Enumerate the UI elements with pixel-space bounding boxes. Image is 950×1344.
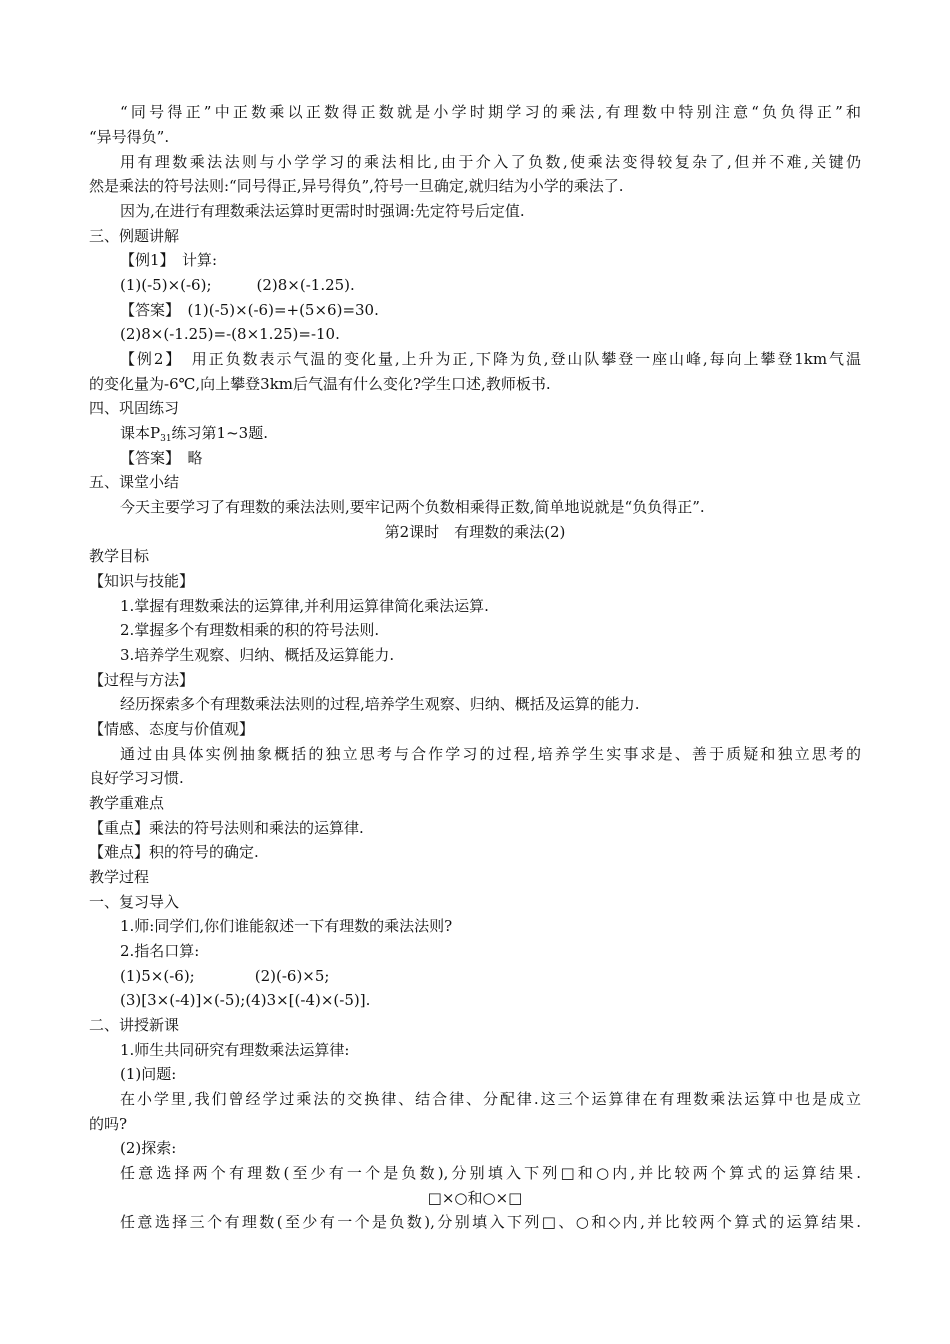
paragraph-line: 因为,在进行有理数乘法运算时更需时时强调:先定符号后定值.: [120, 202, 525, 220]
list-item: (1)问题:: [120, 1065, 177, 1083]
list-item: 1.掌握有理数乘法的运算律,并利用运算律简化乘法运算.: [120, 597, 489, 615]
list-item: 1.师生共同研究有理数乘法运算律:: [120, 1041, 350, 1059]
list-item: 2.掌握多个有理数相乘的积的符号法则.: [120, 621, 380, 639]
math-line: (2)8×(-1.25)=-(8×1.25)=-10.: [120, 325, 340, 343]
list-item: (2)探索:: [120, 1139, 177, 1157]
section-heading: 一、复习导入: [89, 893, 180, 911]
paragraph-line: 任意选择三个有理数(至少有一个是负数),分别填入下列□、○和◇内,并比较两个算式的运算结果.: [120, 1213, 861, 1231]
paragraph-line: 今天主要学习了有理数的乘法法则,要牢记两个负数相乘得正数,简单地说就是“负负得正”.: [120, 498, 705, 516]
formula-line: □×○和○×□: [427, 1189, 523, 1207]
text-span: 乘法的符号法则和乘法的运算律.: [149, 819, 364, 837]
label-tag: 【重点】: [89, 819, 150, 837]
paragraph-line: 的吗?: [89, 1115, 128, 1133]
answer-line: 【答案】 略: [120, 449, 203, 467]
label-tag: 【难点】: [89, 843, 150, 861]
sub-heading: 【情感、态度与价值观】: [89, 720, 255, 738]
answer-line: 【答案】 (1)(-5)×(-6)=+(5×6)=30.: [120, 301, 379, 319]
example-heading: 【例1】 计算:: [120, 251, 218, 269]
list-item: 3.培养学生观察、归纳、概括及运算能力.: [120, 646, 395, 664]
key-point-line: [89, 816, 364, 840]
paragraph-line: 通过由具体实例抽象概括的独立思考与合作学习的过程,培养学生实事求是、善于质疑和独立思考的: [120, 745, 861, 763]
paragraph-line: “同号得正”中正数乘以正数得正数就是小学时期学习的乘法,有理数中特别注意“负负得正”和: [120, 103, 861, 121]
paragraph-line: 的变化量为-6℃,向上攀登3km后气温有什么变化?学生口述,教师板书.: [89, 375, 551, 393]
section-heading: 教学重难点: [89, 794, 165, 812]
subscript-page-number: 31: [160, 434, 172, 444]
list-item: 2.指名口算:: [120, 942, 200, 960]
paragraph-line: 良好学习习惯.: [89, 769, 184, 787]
section-heading: 四、巩固练习: [89, 399, 180, 417]
example-heading: 【例2】 用正负数表示气温的变化量,上升为正,下降为负,登山队攀登一座山峰,每向上攀登1km气温: [120, 350, 861, 368]
text-span: 课本P: [120, 424, 161, 442]
lesson-title: 第2课时 有理数的乘法(2): [384, 523, 566, 541]
paragraph-line: 然是乘法的符号法则:“同号得正,异号得负”,符号一旦确定,就归结为小学的乘法了.: [89, 177, 624, 195]
text-span: 积的符号的确定.: [149, 843, 259, 861]
paragraph-line: 经历探索多个有理数乘法法则的过程,培养学生观察、归纳、概括及运算的能力.: [120, 695, 640, 713]
paragraph-line: 用有理数乘法法则与小学学习的乘法相比,由于介入了负数,使乘法变得较复杂了,但并不难,关键仍: [120, 153, 861, 171]
paragraph-line: “异号得负”.: [89, 128, 170, 146]
paragraph-line: 在小学里,我们曾经学过乘法的交换律、结合律、分配律.这三个运算律在有理数乘法运算中也是成立: [120, 1090, 861, 1108]
sub-heading: 【知识与技能】: [89, 572, 195, 590]
list-item: 1.师:同学们,你们谁能叙述一下有理数的乘法法则?: [120, 917, 453, 935]
text-span: 练习第1~3题.: [171, 424, 268, 442]
math-line: (1)5×(-6); (2)(-6)×5;: [120, 967, 330, 985]
math-line: (1)(-5)×(-6); (2)8×(-1.25).: [120, 276, 355, 294]
section-heading: 五、课堂小结: [89, 473, 180, 491]
section-heading: 教学目标: [89, 547, 150, 565]
math-line: (3)[3×(-4)]×(-5);(4)3×[(-4)×(-5)].: [120, 991, 371, 1009]
difficulty-line: [89, 840, 259, 864]
paragraph-line: 任意选择两个有理数(至少有一个是负数),分别填入下列□和○内,并比较两个算式的运算结果.: [120, 1164, 861, 1182]
section-heading: 二、讲授新课: [89, 1016, 180, 1034]
section-heading: 教学过程: [89, 868, 150, 886]
sub-heading: 【过程与方法】: [89, 671, 195, 689]
section-heading: 三、例题讲解: [89, 227, 180, 245]
